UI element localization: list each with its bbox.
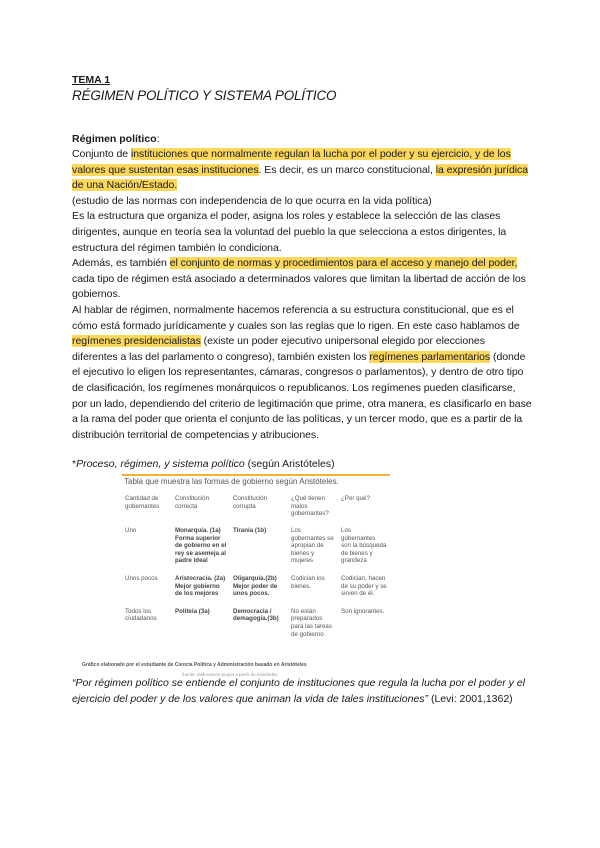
text-run: Además, es también [72, 257, 170, 270]
table-cell: Unos pocos [125, 575, 158, 583]
table-header-cell: ¿Qué tienen malos gobernantes? [291, 495, 329, 518]
table-cell: Uno [125, 527, 137, 535]
table-header-cell: ¿Por qué? [341, 495, 370, 503]
quote-block [72, 676, 532, 707]
topic-label: TEMA 1 [72, 74, 111, 86]
paragraph-definition [72, 147, 532, 194]
paragraph-regimes [72, 303, 532, 443]
section-heading-text: Régimen político [72, 133, 157, 145]
figure-title: Tabla que muestra las formas de gobierno según Aristóteles. [124, 477, 339, 487]
paragraph-structure: Es la estructura que organiza el poder, asigna los roles y establece la selección de las clases dirigentes, aunque en teoría sea la voluntad del pueblo la que selecciona a estos dirigentes, la estructura del régimen también lo condiciona. [72, 210, 507, 254]
paragraph-norms [72, 256, 532, 303]
figure-source: Gráfico elaborado por el estudiante de Ciencia Política y Administración basado en Aristóteles [82, 662, 307, 669]
quote-citation: (Levi: 2001,1362) [428, 692, 513, 705]
table-header-cell: Constitución correcta [175, 495, 210, 510]
text-run: Al hablar de régimen, normalmente hacemos referencia a su estructura constitucional, que es el cómo está formado jurídicamente y cuales son las reglas que lo rigen. En este caso hablamos de [72, 303, 520, 332]
heading-colon: : [156, 133, 160, 145]
caption-rest: (según Aristóteles) [244, 458, 335, 471]
text-run: cada tipo de régimen está asociado a determinados valores que limitan la libertad de acción de los gobiernos. [72, 272, 526, 301]
caption-star: * [72, 458, 77, 471]
table-cell: Democracia / demagogia.(3b) [233, 607, 279, 623]
highlighted-text: instituciones que normalmente regulan la lucha por el poder y su ejercicio, y de los valores que sustentan esas instituciones [72, 148, 511, 176]
table-row [122, 607, 390, 639]
table-header-row [122, 494, 390, 526]
caption-italic: Proceso, régimen, y sistema político [76, 458, 245, 471]
table-header-cell: Cantidad de gobernantes [125, 495, 160, 510]
highlighted-text: la expresión jurídica de una Nación/Estado. [72, 163, 529, 192]
table-cell: Los gobernantes se apropian de bienes y mujeres [291, 527, 334, 565]
government-forms-table [122, 494, 390, 639]
table-cell: Oligarquía.(2b) Mejor poder de unos pocos. [233, 575, 278, 598]
quote-text: “Por régimen político se entiende el conjunto de instituciones que regula la lucha por el poder y el ejercicio del poder y de los valores que animan la vida de tales instituciones” [72, 677, 525, 705]
table-cell: Politeia (3a) [175, 607, 210, 615]
table-row [122, 526, 390, 574]
document-page [72, 74, 532, 698]
highlighted-text: regímenes presidencialistas [72, 335, 201, 348]
aristotle-table-image [82, 474, 440, 698]
text-run: Conjunto de [72, 148, 131, 160]
section-heading [72, 132, 532, 147]
table-row [122, 574, 390, 607]
page-title: RÉGIMEN POLÍTICO Y SISTEMA POLÍTICO [72, 88, 337, 103]
table-cell: Son ignorantes. [341, 607, 385, 615]
table-header-cell: Constitución corrupta [233, 495, 268, 510]
figure-caption [72, 457, 532, 471]
figure-credit: fuente: elaboración propia a partir de Aristóteles [182, 672, 278, 678]
table-cell: Codician, hacen de su poder y se sirven de él. [341, 575, 387, 598]
table-cell: Los gobernantes son la búsqueda de bienes y grandeza [341, 527, 387, 565]
table-cell: Tiranía (1b) [233, 527, 267, 535]
table-cell: Codician los bienes. [291, 575, 325, 590]
table-cell: Todos los ciudadanos [125, 607, 157, 623]
highlighted-text: regímenes parlamentarios [369, 350, 491, 363]
text-run: (donde el ejecutivo lo eligen los representantes, cámaras, congresos o parlamentos), y dentro de otro tipo de clasificación, los regímenes monárquicos o republicanos. Los regímenes pueden clasificarse, por un lado, dependiendo del criterio de legitimación que prime, otra manera, es clasificarlo en base a la rama del poder que orienta el conjunto de las políticas, y un tercer modo, que es a partir de la distribución territorial de competencias y atribuciones. [72, 350, 532, 441]
paragraph-note: (estudio de las normas con independencia de lo que ocurra en la vida política) [72, 194, 432, 207]
text-run: (existe un poder ejecutivo unipersonal elegido por elecciones diferentes a las del parlamento o congreso), también existen los [72, 335, 485, 363]
table-cell: Monarquía. (1a) Forma superior de gobierno en el rey se asemeja al padre ideal [175, 527, 227, 565]
text-run: . Es decir, es un marco constitucional, [258, 163, 436, 176]
table-cell: Aristocracia. (2a) Mejor gobierno de los mejores [175, 575, 226, 598]
highlighted-text: el conjunto de normas y procedimientos para el acceso y manejo del poder, [169, 257, 518, 270]
figure-top-rule [122, 474, 390, 476]
table-cell: No están preparados para las tareas de gobierno [291, 607, 332, 638]
